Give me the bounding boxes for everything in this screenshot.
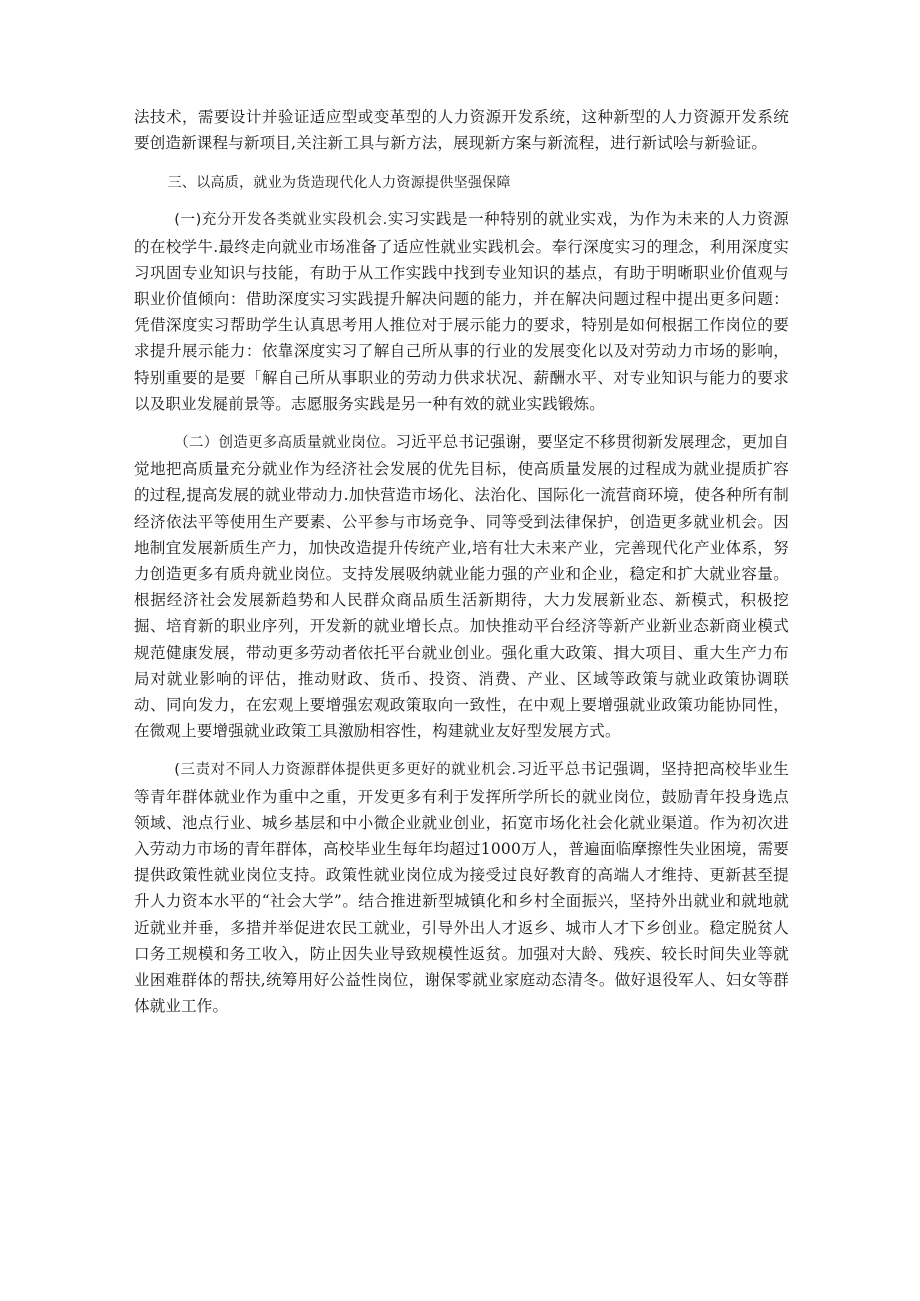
section-heading: 三、以高质，就业为货造现代化人力资源提供坚强保障 xyxy=(167,175,511,192)
subsection-3-heading: (三责对不同人力资源群体提供更多更好的就业机会. xyxy=(174,762,517,779)
subsection-2-paragraph xyxy=(134,429,789,744)
subsection-1-paragraph xyxy=(134,206,789,417)
subsection-1-body: 实习实践是一种特别的就业实戏，为作为未来的人力资源的在校学牛.最终走向就业市场准备了适应性就业实践机会。奉行深度实习的理念，利用深度实习巩固专业知识与技能，有助于从工作实践中找到专业知识的基点，有助于明晰职业价值观与职业价值倾向：借助深度实习实践提升解决问题的能力，并在解决问题过程中提出更多问题：凭借深度实习帮助学生认真思考用人推位对于展示能力的要求，特别是如何根据工作岗位的要求提升展示能力：依靠深度实习了解自己所从事的行业的发展变化以及对劳动力市场的影响，特别重要的是要「解自己所从事职业的劳动力供求状况、薪酬水平、对专业知识与能力的要求以及职业发屣前景等。志愿服务实践是另一种有效的就业实践锻炼。 xyxy=(134,210,789,413)
subsection-2-body: 习近平总书记强谢，要坚定不移贯彻新发展理念，更加自觉地把高质量充分就业作为经济社会发展的优先目标，使高质量发展的过程成为就业提质扩容的过程,提高发展的就业带动力.加快营造市场化、法治化、国际化一流营商环境，使各种所有制经济依法平等使用生产要素、公平参与市场竞争、同等受到法律保护，创造更多就业机会。因地制宜发展新质生产力，加快改造提升传统产业,培有壮大未来产业，完善现代化产业体系，努力创造更多有质舟就业岗位。支持发展吸纳就业能力强的产业和企业，稳定和扩大就业容量。根据经济社会发展新趋势和人民群众商品质生活新期待，大力发展新业态、新模式，积极挖掘、培育新的职业序列，开发新的就业增长点。加快推动平台经济等新产业新业态新商业模式规范健康发展，带动更多劳动者依托平台就业创业。强化重大政策、揖大项目、重大生产力布局对就业影响的评估，推动财政、货币、投资、消费、产业、区域等政策与就业政策协调联动、同向发力，在宏观上要增强宏观政策取向一致性，在中观上要增强就业政策功能协同性，在微观上要增强就业政策工具激励相容性，构建就业友好型发展方式。 xyxy=(134,433,789,741)
subsection-1-heading: (一)充分开发各类就业实段机会. xyxy=(174,212,388,229)
subsection-3-body: 习近平总书记强调，坚持把高校毕业生等青年群体就业作为重中之重，开发更多有利于发挥所学所长的就业岗位，鼓励青年投身选点领域、池点行业、城乡基层和中小微企业就业创业，拓宽市场化社会化就业渠道。作为初次进入劳动力市场的青年群体，高校毕业生每年均超过1000万人，普遍面临摩擦性失业困境，需要提供政策性就业岗位支持。政策性就业岗位成为接受过良好教育的高端人才维持、更新甚至提升人力资本水平的“社会大学”。结合推进新型城镇化和乡村全面振兴，坚持外出就业和就地就近就业并垂，多措并举促进农民工就业，引导外出人才返乡、城市人才下乡创业。稳定脱贫人口务工规模和务工收入，防止因失业导致规模性返贫。加强对大龄、残疾、较长时间失业等就业困难群体的帮扶,统筹用好公益性岗位，谢保零就业家庭动态清冬。做好退役军人、妇女等群体就业工作。 xyxy=(134,760,789,1016)
subsection-2-heading: （二）创造更多高质量就业岗位。 xyxy=(174,435,396,452)
intro-paragraph: 法技术，需要设计并验证适应型或变革型的人力资源开发系统，这种新型的人力资源开发系统要创造新课程与新项目,关注新工具与新方法，展现新方案与新流程，进行新试哙与新验证。 xyxy=(134,108,789,153)
document-page xyxy=(134,104,789,1020)
paragraph-gap xyxy=(134,417,789,429)
subsection-3-paragraph xyxy=(134,756,789,1019)
paragraph-gap xyxy=(134,744,789,756)
